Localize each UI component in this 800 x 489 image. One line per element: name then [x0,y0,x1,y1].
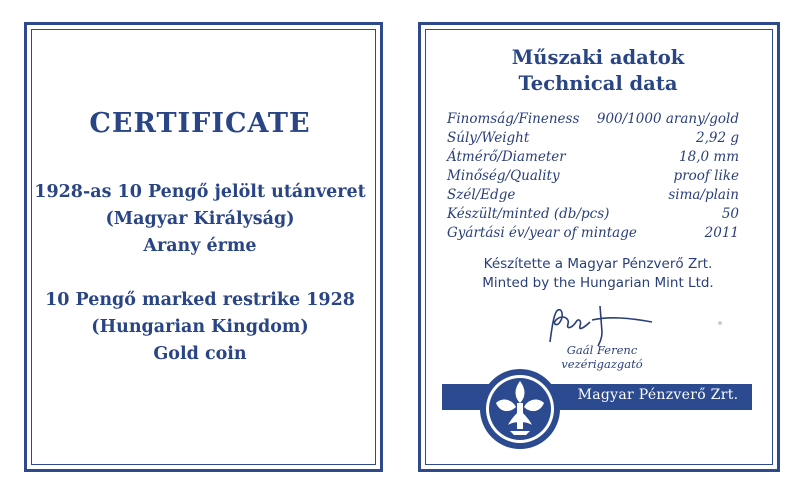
spec-row [447,111,739,131]
technical-data-panel [400,0,800,489]
spec-label: Készült/minted (db/pcs) [447,206,610,222]
minted-by-hu: Készítette a Magyar Pénzverő Zrt. [483,256,713,272]
spec-value: 900/1000 arany/gold [596,111,739,127]
spec-row [447,130,739,150]
certificate-hu-line-1: 1928-as 10 Pengő jelölt utánveret [34,182,366,202]
spec-value: proof like [673,168,739,184]
spec-label: Átmérő/Diameter [447,149,566,165]
spec-row [447,187,739,207]
spec-label: Gyártási év/year of mintage [447,225,637,241]
spec-row [447,168,739,188]
spec-row [447,149,739,169]
spec-value: 2011 [704,225,739,241]
spec-label: Súly/Weight [447,130,530,146]
brand-name: Magyar Pénzverő Zrt. [577,387,739,403]
certificate-hu-line-2: (Magyar Királyság) [105,209,295,229]
spec-label: Finomság/Fineness [447,111,580,127]
spec-value: sima/plain [668,187,739,203]
technical-title-hu: Műszaki adatok [511,46,685,69]
signer-name: Gaál Ferenc [566,343,638,357]
certificate-en-line-3: Gold coin [153,344,247,364]
paper-speck [718,321,722,325]
certificate-en-line-1: 10 Pengő marked restrike 1928 [45,290,355,310]
spec-value: 2,92 g [696,130,739,146]
signer-title: vezérigazgató [561,357,643,371]
spec-row [447,206,739,226]
certificate-title: CERTIFICATE [89,108,311,139]
spec-value: 18,0 mm [679,149,739,165]
spec-label: Minőség/Quality [447,168,560,184]
mint-logo-icon [478,367,562,451]
spec-row [447,225,739,245]
technical-title-en: Technical data [518,72,678,95]
minted-by-en: Minted by the Hungarian Mint Ltd. [482,275,714,291]
spec-value: 50 [721,206,739,222]
spec-label: Szél/Edge [447,187,516,203]
certificate-en-line-2: (Hungarian Kingdom) [91,317,309,337]
certificate-hu-line-3: Arany érme [143,236,257,256]
